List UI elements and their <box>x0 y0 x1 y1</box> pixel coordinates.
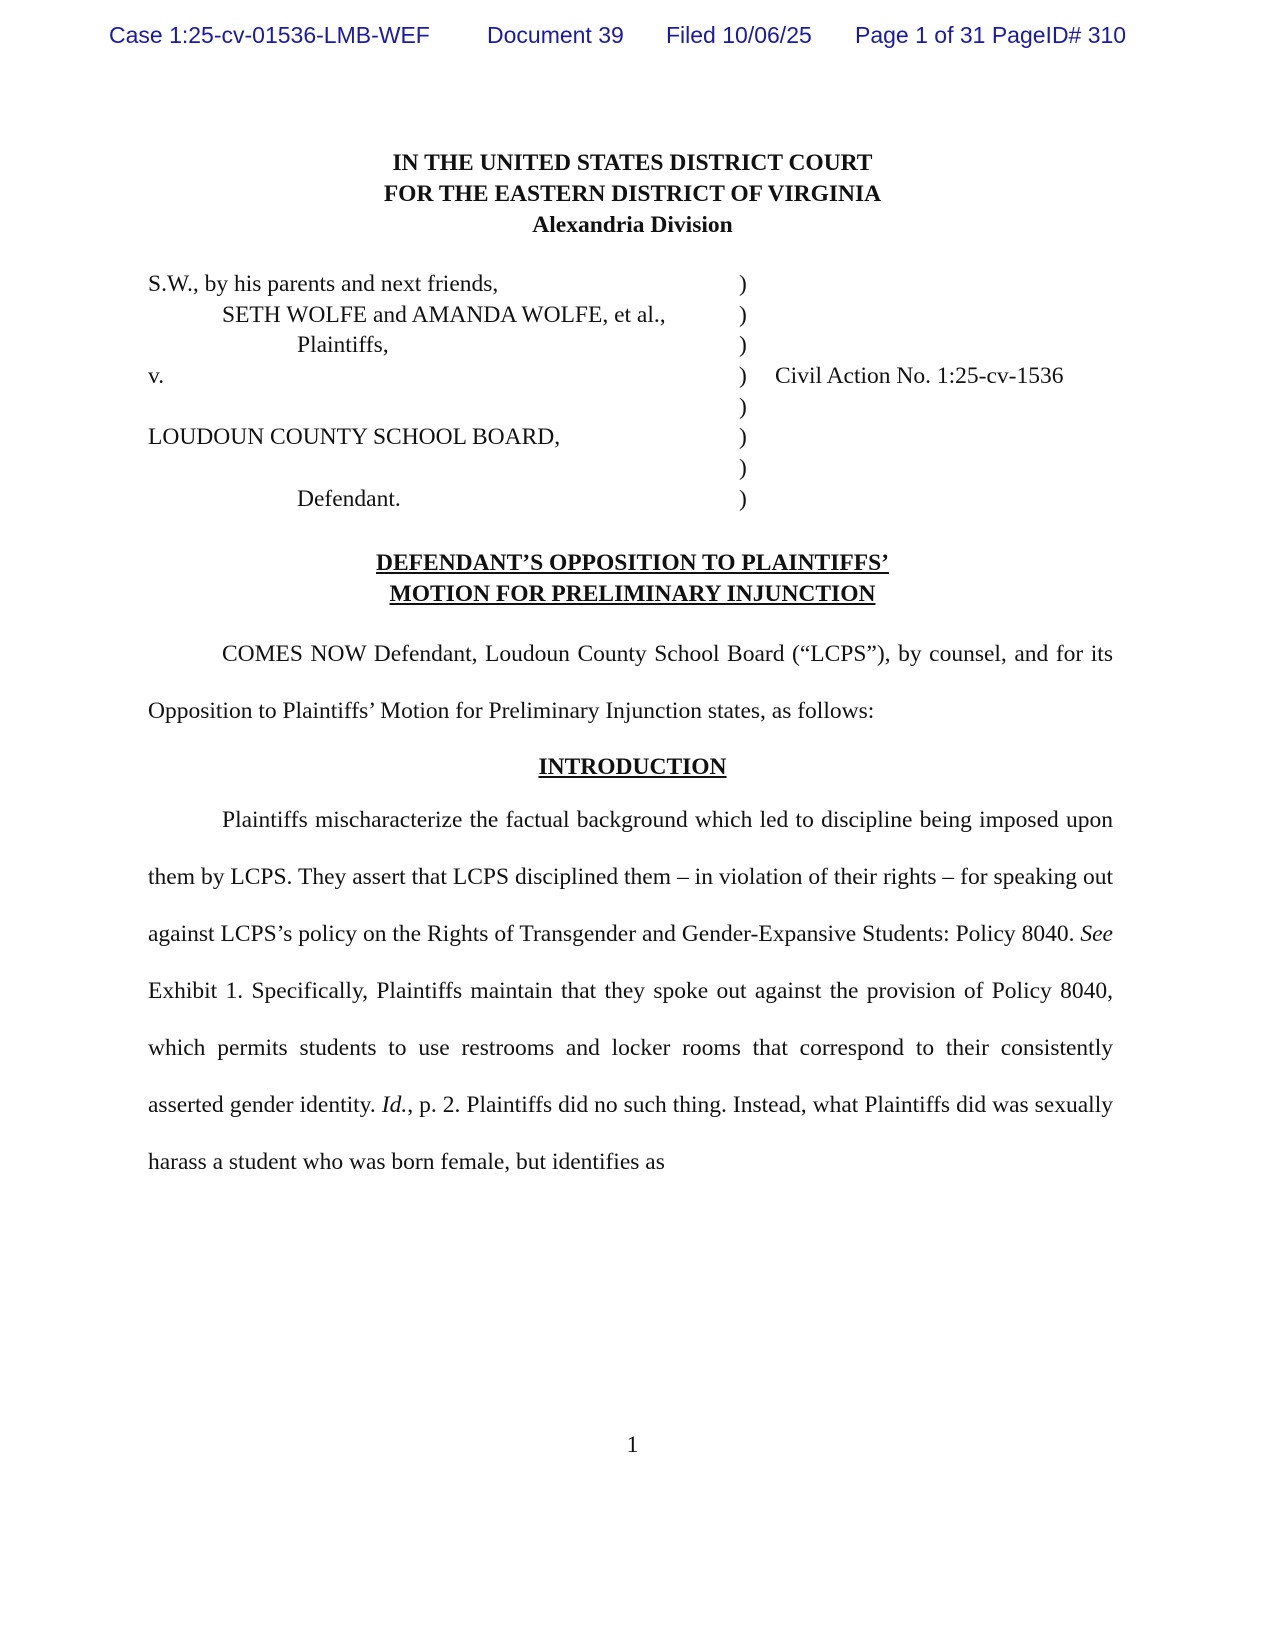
document-number: Document 39 <box>487 22 624 48</box>
section-heading: INTRODUCTION <box>538 754 727 780</box>
court-heading <box>0 148 1265 241</box>
document-title <box>0 548 1265 610</box>
title-line-1: DEFENDANT’S OPPOSITION TO PLAINTIFFS’ <box>376 550 889 576</box>
title-line-2: MOTION FOR PRELIMINARY INJUNCTION <box>389 581 876 607</box>
caption-paren: ) <box>739 363 747 390</box>
filed-date: Filed 10/06/25 <box>666 22 812 48</box>
caption-paren: ) <box>739 424 747 451</box>
page-number: 1 <box>626 1432 639 1458</box>
plaintiff-role: Plaintiffs, <box>297 332 389 359</box>
body-text: , p. 2. Plaintiffs did no such thing. Instead, what Plaintiffs did was sexually harass a student who was born female, but identifies as <box>148 1092 1113 1175</box>
plaintiff-line-2: SETH WOLFE and AMANDA WOLFE, et al., <box>222 301 666 328</box>
caption-paren: ) <box>739 332 747 359</box>
body-text: Plaintiffs mischaracterize the factual background which led to discipline being imposed upon them by LCPS. They assert that LCPS disciplined them – in violation of their rights – for speaking out against LCPS’s policy on the Rights of Transgender and Gender-Expansive Students: Policy 8040. <box>148 807 1113 947</box>
citation-see: See <box>1080 921 1113 947</box>
defendant-role: Defendant. <box>297 485 401 512</box>
case-number: Case 1:25-cv-01536-LMB-WEF <box>109 22 430 48</box>
intro-paragraph: COMES NOW Defendant, Loudoun County School Board (“LCPS”), by counsel, and for its Opposition to Plaintiffs’ Motion for Preliminary Injunction states, as follows: <box>148 641 1113 724</box>
caption-paren: ) <box>739 271 747 297</box>
case-caption <box>148 269 1148 515</box>
page-info: Page 1 of 31 PageID# 310 <box>855 22 1127 48</box>
body-text: Exhibit 1. Specifically, Plaintiffs maintain that they spoke out against the provision of Policy 8040, which permits students to use restrooms and locker rooms that correspond to their consistently asserted gender identity. <box>148 978 1113 1118</box>
introduction-paragraph <box>148 792 1113 1191</box>
caption-paren: ) <box>739 393 747 420</box>
caption-paren: ) <box>739 485 747 512</box>
court-division: Alexandria Division <box>532 212 733 238</box>
defendant-name: LOUDOUN COUNTY SCHOOL BOARD, <box>148 424 561 451</box>
citation-id: Id. <box>381 1092 408 1118</box>
civil-action-number: Civil Action No. 1:25-cv-1536 <box>775 363 1064 390</box>
plaintiff-line-1: S.W., by his parents and next friends, <box>148 271 499 297</box>
court-line-2: FOR THE EASTERN DISTRICT OF VIRGINIA <box>383 181 882 207</box>
versus: v. <box>148 363 165 390</box>
court-line-1: IN THE UNITED STATES DISTRICT COURT <box>392 150 873 176</box>
caption-paren: ) <box>739 455 747 482</box>
caption-paren: ) <box>739 301 747 328</box>
